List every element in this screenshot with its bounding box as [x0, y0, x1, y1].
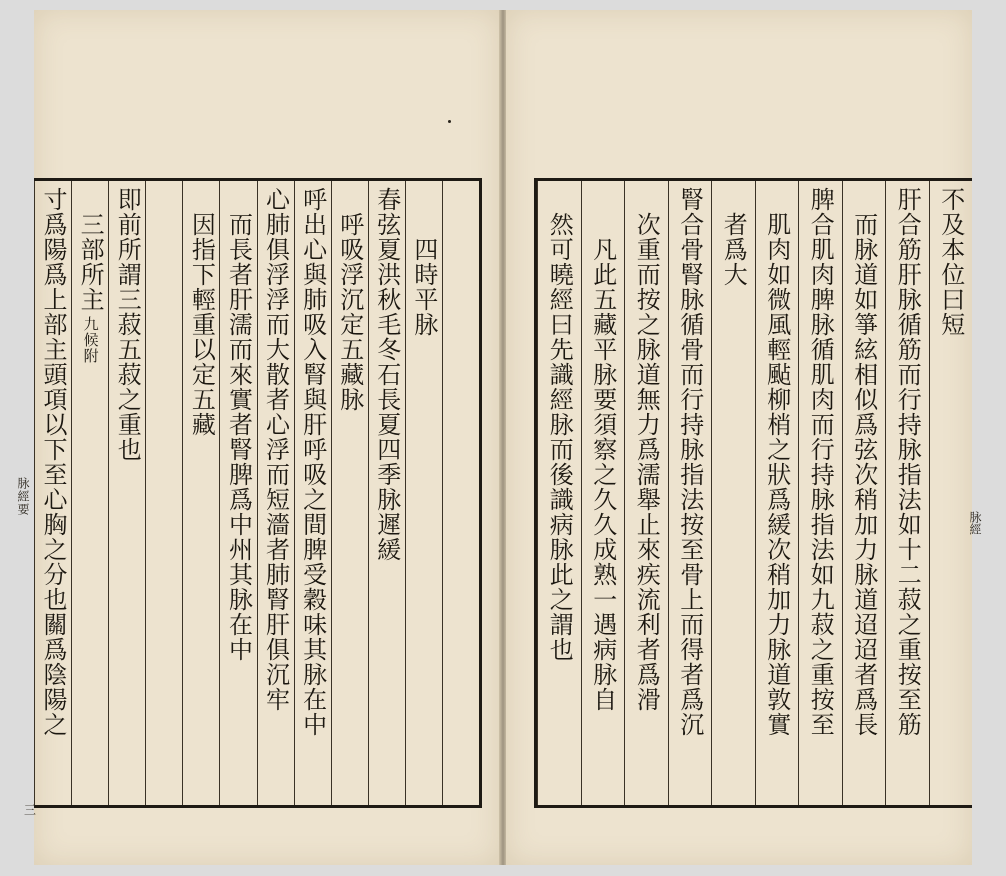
text-column [755, 181, 799, 805]
text-column [711, 181, 755, 805]
column-annotation: 九候附 [81, 316, 100, 364]
column-text: 肝合筋肝脉循筋而行持脉指法如十二菽之重按至筋 [893, 187, 922, 737]
column-text: 呼出心與肺吸入腎與肝呼吸之間脾受穀味其脉在中 [298, 187, 327, 737]
text-column [145, 181, 182, 805]
column-text: 心肺俱浮浮而大散者心浮而短濇者肺腎肝俱沉牢 [261, 187, 290, 712]
left-text-frame [16, 178, 482, 817]
left-fold-title: 脉經要 [16, 477, 30, 516]
text-column [71, 181, 108, 805]
text-column [368, 181, 405, 805]
left-columns [34, 181, 479, 805]
text-column [537, 181, 581, 805]
right-fold-title: 脉經 [968, 511, 982, 535]
right-columns [537, 181, 972, 805]
text-column [182, 181, 219, 805]
column-text: 然可曉經曰先識經脉而後識病脉此之謂也 [545, 212, 574, 662]
right-page [506, 10, 982, 865]
text-column [294, 181, 331, 805]
column-text: 寸爲陽爲上部主頭項以下至心胸之分也關爲陰陽之 [39, 187, 68, 737]
column-text: 即前所謂三菽五菽之重也 [113, 187, 142, 462]
column-text: 肌肉如微風輕颭柳梢之狀爲緩次稍加力脉道敦實 [762, 212, 791, 737]
column-text: 者爲大 [719, 212, 748, 287]
text-column [929, 181, 973, 805]
left-fold-page-number: 三 [24, 803, 37, 817]
text-column [581, 181, 625, 805]
column-text: 呼吸浮沉定五藏脉 [335, 212, 364, 412]
column-text: 三部所主 [76, 212, 105, 312]
text-column [331, 181, 368, 805]
column-text: 春弦夏洪秋毛冬石長夏四季脉遲緩 [372, 187, 401, 562]
ink-dot [448, 120, 451, 123]
text-column [108, 181, 145, 805]
column-text: 而長者肝濡而來實者腎脾爲中州其脉在中 [224, 212, 253, 662]
text-column [842, 181, 886, 805]
column-text: 不及本位曰短 [936, 187, 965, 337]
column-text: 腎合骨腎脉循骨而行持脉指法按至骨上而得者爲沉 [675, 187, 704, 737]
column-text: 而脉道如箏絃相似爲弦次稍加力脉道迢迢者爲長 [849, 212, 878, 737]
left-page [16, 10, 500, 865]
column-text: 凡此五藏平脉要須察之久久成熟一遇病脉自 [588, 237, 617, 712]
text-column [668, 181, 712, 805]
text-column [624, 181, 668, 805]
column-text: 次重而按之脉道無力爲濡舉止來疾流利者爲滑 [632, 212, 661, 712]
text-column [34, 181, 71, 805]
text-column [442, 181, 479, 805]
text-column [798, 181, 842, 805]
text-column [257, 181, 294, 805]
text-column [885, 181, 929, 805]
text-column [405, 181, 442, 805]
right-text-frame [534, 178, 982, 808]
text-column [219, 181, 256, 805]
column-text: 脾合肌肉脾脉循肌肉而行持脉指法如九菽之重按至 [806, 187, 835, 737]
column-text: 因指下輕重以定五藏 [187, 212, 216, 437]
column-text: 四時平脉 [409, 237, 438, 337]
